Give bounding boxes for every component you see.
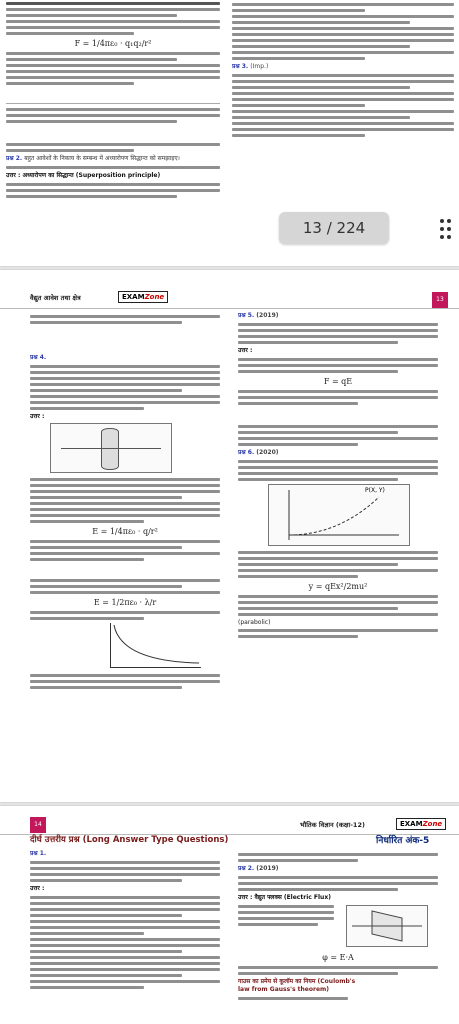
charge-diagram: [6, 89, 220, 104]
gauss-heading: गाउस का प्रमेय से कूलॉम का नियम (Coulomb's law from Gauss's theorem): [238, 978, 356, 993]
answer-label: उत्तर : अध्यारोपण का सिद्धान्त (Superposition principle): [6, 172, 161, 179]
page-number: 13: [432, 292, 448, 308]
question-4-label: प्रश्न 4.: [30, 354, 47, 361]
page-counter: 13 / 224: [279, 212, 389, 244]
question-5-label: प्रश्न 5. (2019): [238, 312, 279, 319]
question-3-label: प्रश्न 3. (Imp.): [232, 63, 269, 70]
right-column: प्रश्न 5. (2019) उत्तर : F = qE प्रश्न 6. (2020) P(X, Y) y = qEx²/2mu² (parabolic): [238, 312, 438, 802]
equation-flux: φ = E·A: [322, 953, 354, 962]
question-6-label: प्रश्न 6. (2020): [238, 449, 279, 456]
subject-title: भौतिक विज्ञान (कक्षा-12): [300, 821, 365, 829]
point-label: P(X, Y): [365, 487, 385, 494]
equation-force: F = qE: [323, 377, 353, 386]
chapter-title: वैद्युत आवेश तथा क्षेत्र: [30, 294, 81, 302]
equation-sum: E = 1/2πε₀ · λ/r: [93, 598, 157, 607]
left-column: [6, 0, 220, 266]
left-column: प्रश्न 1. उत्तर :: [30, 850, 220, 1024]
exam-zone-logo: EXAMZone: [118, 291, 168, 303]
flux-heading: उत्तर : वैद्युत फ्लक्स (Electric Flux): [238, 894, 331, 901]
section-title: दीर्घ उत्तरीय प्रश्न (Long Answer Type Questions): [30, 835, 229, 845]
answer-label: उत्तर :: [30, 413, 45, 420]
cylinder-figure: [50, 423, 172, 473]
equation-parabola: y = qEx²/2mu²: [308, 582, 368, 591]
vertical-dots-icon[interactable]: [440, 219, 452, 239]
parabolic-label: (parabolic): [238, 619, 271, 626]
document-page-12: [0, 0, 459, 266]
exam-zone-logo: EXAMZone: [396, 818, 446, 830]
field-graph: [110, 623, 201, 668]
particle-path-figure: [268, 484, 410, 546]
equation-force: F = 1/4πε₀ · q₁q₂/r²: [74, 39, 152, 48]
flux-figure: [346, 905, 428, 947]
left-column: [30, 312, 220, 802]
document-page-14: [0, 806, 459, 1024]
page-number: 14: [30, 817, 46, 833]
right-column: [238, 850, 438, 1024]
document-page-13: [0, 270, 459, 802]
equation-field: E = 1/4πε₀ · q/r²: [92, 527, 158, 536]
unit-title: निर्धारित अंक-5: [376, 836, 430, 846]
page-header: [0, 290, 459, 309]
question-1-label: प्रश्न 1.: [30, 850, 47, 857]
question-2-label: प्रश्न 2. (2019): [238, 865, 279, 872]
question-2-label: प्रश्न 2. बहुत आवेशों के निकाय के सम्बन्ध में अध्यारोपण सिद्धान्त को समझाइए।: [6, 155, 180, 162]
